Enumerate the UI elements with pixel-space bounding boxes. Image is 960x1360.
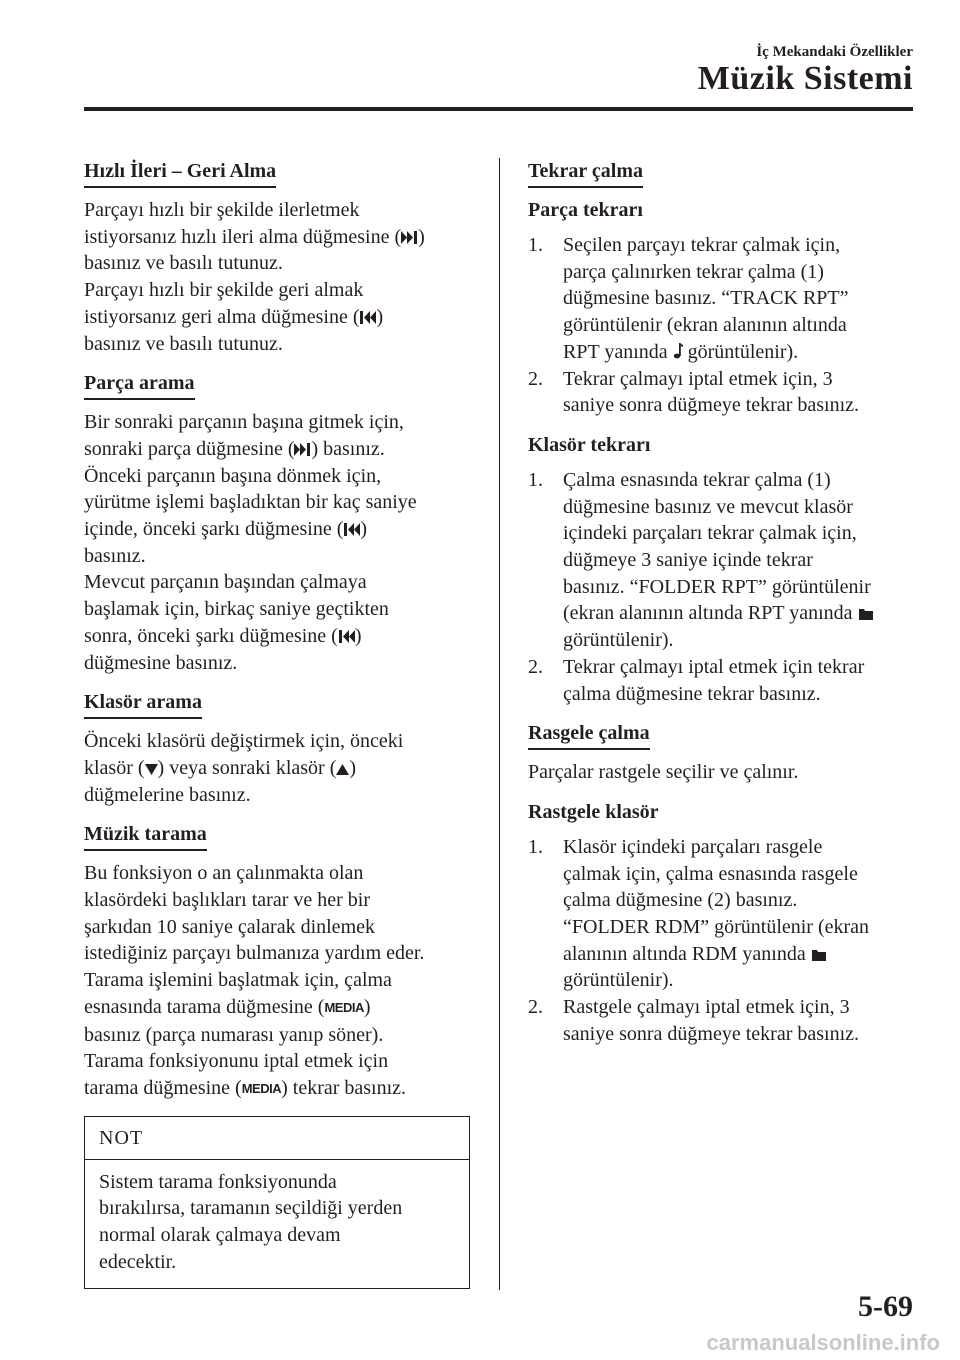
heading-random: Rasgele çalma bbox=[528, 720, 650, 750]
random-folder-list bbox=[528, 834, 914, 1048]
rewind-icon bbox=[359, 310, 376, 325]
folder-down-icon bbox=[145, 763, 158, 776]
note-title: NOT bbox=[85, 1117, 469, 1160]
heading-fast-forward: Hızlı İleri – Geri Alma bbox=[84, 158, 276, 188]
column-divider bbox=[499, 158, 500, 1290]
next-track-icon bbox=[294, 442, 311, 457]
list-item: 1. Çalma esnasında tekrar çalma (1) düğmesine basınız ve mevcut klasör içindeki parçaları tekrar çalmak için, düğmeye 3 saniye içinde tekrar basınız. “FOLDER RPT” görüntülenir (ekran alanının altında RPT yanında görüntülenir). bbox=[528, 467, 914, 654]
note-box bbox=[84, 1116, 470, 1289]
list-item: 1. Klasör içindeki parçaları rasgele çalmak için, çalma esnasında rasgele çalma düğmesine (2) basınız. “FOLDER RDM” görüntülenir (ekran alanının altında RDM yanında görüntülenir). bbox=[528, 835, 870, 992]
heading-folder-search: Klasör arama bbox=[84, 689, 202, 719]
right-column bbox=[528, 158, 914, 1061]
media-button-icon: MEDIA bbox=[241, 1080, 282, 1096]
previous-track-icon bbox=[338, 629, 355, 644]
page-number: 5-69 bbox=[858, 1290, 913, 1323]
heading-folder-repeat: Klasör tekrarı bbox=[528, 433, 651, 456]
previous-track-icon bbox=[343, 522, 360, 537]
header-section: İç Mekandaki Özellikler bbox=[756, 44, 913, 60]
heading-random-folder: Rastgele klasör bbox=[528, 800, 659, 823]
folder-icon bbox=[811, 947, 827, 962]
list-item: 2. Rastgele çalmayı iptal etmek için, 3 saniye sonra düğmeye tekrar basınız. bbox=[528, 996, 860, 1045]
track-repeat-list bbox=[528, 232, 914, 419]
heading-music-scan: Müzik tarama bbox=[84, 821, 207, 851]
header-rule bbox=[84, 107, 913, 111]
folder-repeat-list bbox=[528, 467, 914, 707]
folder-search-text: Önceki klasörü değiştirmek için, önceki klasör ( ) veya sonraki klasör ( ) düğmelerine basınız. bbox=[84, 730, 404, 806]
random-intro: Parçalar rastgele seçilir ve çalınır. bbox=[528, 761, 799, 784]
page-title: Müzik Sistemi bbox=[697, 60, 913, 97]
media-button-icon: MEDIA bbox=[324, 999, 364, 1015]
list-item: 2. Tekrar çalmayı iptal etmek için tekrar çalma düğmesine tekrar basınız. bbox=[528, 655, 865, 705]
fast-forward-icon bbox=[401, 230, 418, 245]
music-scan-text: Bu fonksiyon o an çalınmakta olan klasördeki başlıkları tarar ve her bir şarkıdan 10 saniye çalarak dinlemek istediğiniz parçayı bulmanıza yardım eder. Tarama işlemini başlatmak için, çalma esnasında tarama düğmesine (MEDIA) basınız (parça numarası yanıp söner). Tarama fonksiyonunu iptal etmek için tarama düğmesine (MEDIA) tekrar basınız. bbox=[84, 860, 470, 1102]
fast-forward-text: Parçayı hızlı bir şekilde ilerletmek istiyorsanız hızlı ileri alma düğmesine ( ) basınız ve basılı tutunuz. Parçayı hızlı bir şekilde geri almak istiyorsanız geri alma düğmesine ( ) basınız ve basılı tutunuz. bbox=[84, 199, 425, 355]
note-body: Sistem tarama fonksiyonunda bırakılırsa, taramanın seçildiği yerden normal olarak çalmaya devam edecektir. bbox=[99, 1170, 403, 1273]
music-note-icon bbox=[673, 342, 683, 360]
watermark: carmanualsonline.info bbox=[706, 1330, 940, 1355]
left-column bbox=[84, 158, 470, 1289]
list-item: 2. Tekrar çalmayı iptal etmek için, 3 saniye sonra düğmeye tekrar basınız. bbox=[528, 367, 860, 417]
heading-track-repeat: Parça tekrarı bbox=[528, 199, 643, 221]
heading-repeat: Tekrar çalma bbox=[528, 158, 643, 188]
heading-track-search: Parça arama bbox=[84, 370, 195, 400]
track-search-text: Bir sonraki parçanın başına gitmek için, sonraki parça düğmesine ( ) basınız. Önceki parçanın başına dönmek için, yürütme işlemi başladıktan bir kaç saniye içinde, önceki şarkı düğmesine ( ) basınız. Mevcut parçanın başından çalmaya başlamak için, birkaç saniye geçtikten sonra, önceki şarkı düğmesine ( ) düğmesine basınız. bbox=[84, 411, 417, 674]
folder-icon bbox=[858, 606, 874, 621]
folder-up-icon bbox=[336, 763, 349, 776]
list-item: 1. Seçilen parçayı tekrar çalmak için, parça çalınırken tekrar çalma (1) düğmesine basınız. “TRACK RPT” görüntülenir (ekran alanının altında RPT yanında görüntülenir). bbox=[528, 234, 849, 363]
